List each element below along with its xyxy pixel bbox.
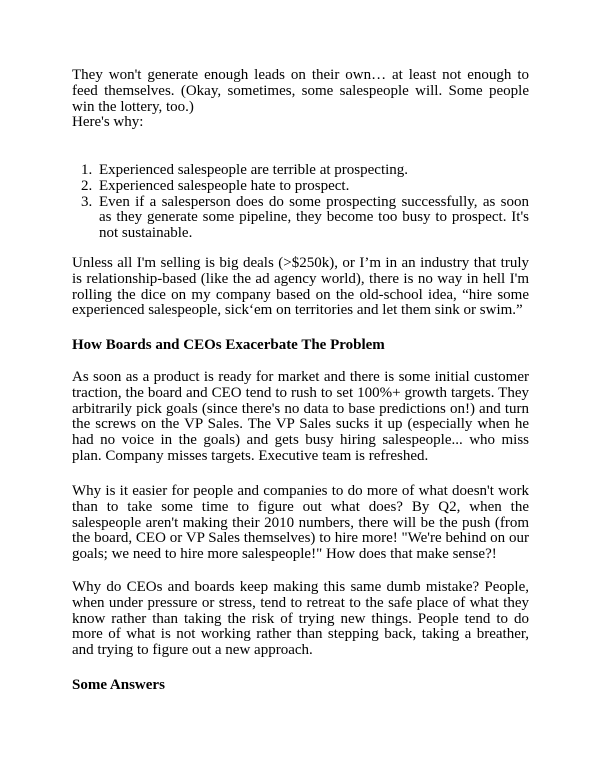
list-item-text: Experienced salespeople are terrible at prospecting. bbox=[99, 162, 409, 178]
list-item bbox=[72, 195, 529, 242]
boards-paragraph-3: Why do CEOs and boards keep making this same dumb mistake? People, when under pressure or stress, tend to retreat to the safe place of what they know rather than taking the risk of trying new things. People tend to do more of what is not working rather than stepping back, taking a breather, and trying to figure out a new approach. bbox=[72, 579, 529, 659]
list-item bbox=[72, 163, 529, 179]
section-heading-boards: How Boards and CEOs Exacerbate The Problem bbox=[72, 337, 385, 353]
boards-paragraph-2: Why is it easier for people and companies to do more of what doesn't work than to take some time to figure out what does? By Q2, when the salespeople aren't making their 2010 numbers, there will be the push (from the board, CEO or VP Sales themselves) to hire more! "We're behind on our goals; we need to hire more salespeople!" How does that make sense?! bbox=[72, 483, 529, 563]
list-item-number: 1. bbox=[81, 162, 93, 178]
list-item-number: 2. bbox=[81, 177, 93, 194]
intro-lead-in: Here's why: bbox=[72, 114, 144, 131]
list-item-number: 3. bbox=[81, 193, 93, 210]
list-item-text: Experienced salespeople hate to prospect. bbox=[99, 177, 350, 194]
intro-paragraph bbox=[72, 68, 529, 131]
intro-text: They won't generate enough leads on their own… at least not enough to feed themselves. (Okay, sometimes, some salespeople will. Some people win the lottery, too.) bbox=[72, 67, 529, 115]
unless-paragraph: Unless all I'm selling is big deals (>$250k), or I’m in an industry that truly is relationship-based (like the ad agency world), there is no way in hell I'm rolling the dice on my company based on the old-school idea, “hire some experienced salespeople, sick‘em on territories and let them sink or swim.” bbox=[72, 255, 529, 319]
list-item bbox=[72, 179, 529, 195]
reasons-list bbox=[72, 163, 529, 242]
section-heading-answers: Some Answers bbox=[72, 677, 165, 693]
boards-paragraph-1: As soon as a product is ready for market and there is some initial customer traction, the board and CEO tend to rush to set 100%+ growth targets. They arbitrarily pick goals (since there's no data to base predictions on!) and turn the screws on the VP Sales. The VP Sales sucks it up (especially when he had no voice in the goals) and gets busy hiring salespeople... who miss plan. Company misses targets. Executive team is refreshed. bbox=[72, 369, 529, 464]
list-item-text: Even if a salesperson does do some prospecting successfully, as soon as they generate some pipeline, they become too busy to prospect. It's not sustainable. bbox=[99, 193, 529, 242]
